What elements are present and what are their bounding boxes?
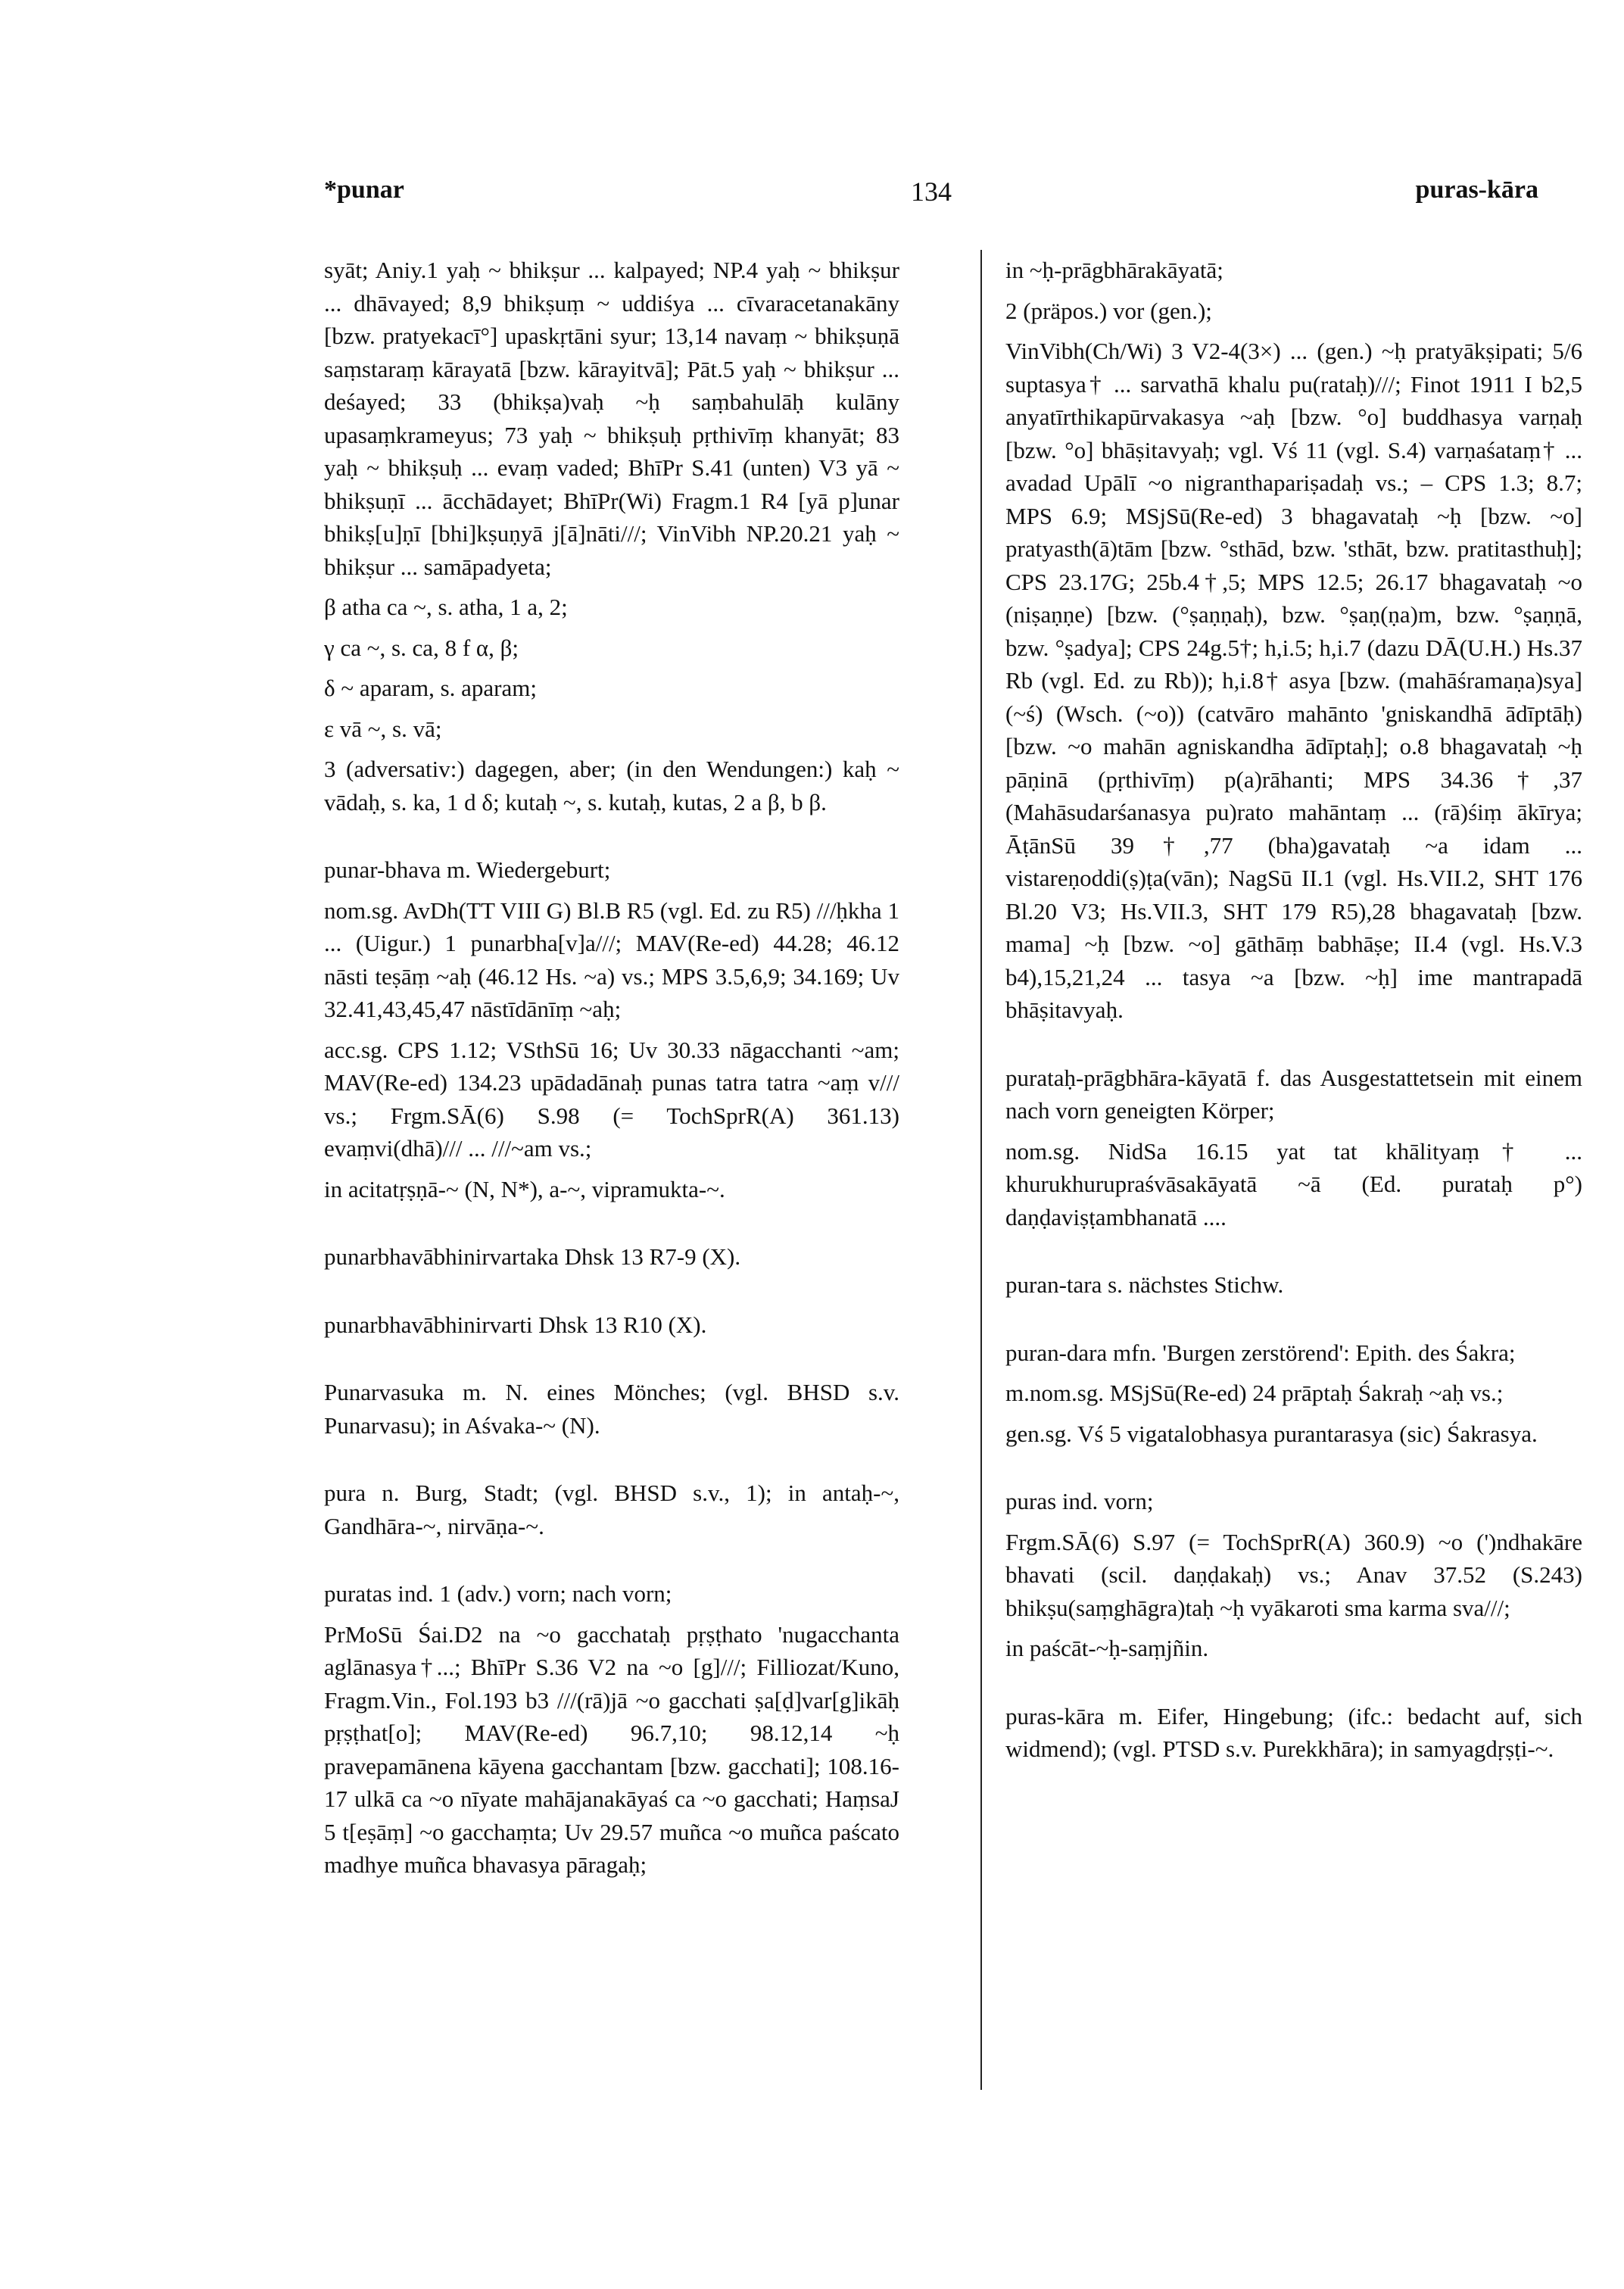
page-number: 134 bbox=[911, 176, 952, 207]
right-column-paragraph: in paścāt-~ḥ-saṃjñin. bbox=[1005, 1635, 1209, 1661]
left-column-paragraph: Punarvasuka m. N. eines Mönches; (vgl. BHSD s.v. Punarvasu); in Aśvaka-~ (N). bbox=[324, 1379, 899, 1439]
left-column-paragraph: pura n. Burg, Stadt; (vgl. BHSD s.v., 1); in antaḥ-~, Gandhāra-~, nirvāṇa-~. bbox=[324, 1480, 899, 1539]
right-column-paragraph: puran-tara s. nächstes Stichw. bbox=[1005, 1271, 1284, 1298]
right-column-paragraph: in ~ḥ-prāgbhārakāyatā; bbox=[1005, 257, 1223, 283]
column-divider bbox=[980, 250, 982, 2090]
right-column-paragraph: Frgm.SĀ(6) S.97 (= TochSprR(A) 360.9) ~o (')ndhakāre bhavati (scil. daṇḍakaḥ) vs.; Anav 37.52 (S.243) bhikṣu(saṃghāgra)taḥ ~ḥ vyākaroti sma karma sva///; bbox=[1005, 1528, 1582, 1621]
left-column-paragraph: δ ~ aparam, s. aparam; bbox=[324, 675, 537, 701]
right-column-paragraph: nom.sg. NidSa 16.15 yat tat khālityaṃ† ... khurukhurupraśvāsakāyatā ~ā (Ed. purataḥ p°) daṇḍaviṣṭambhanatā .... bbox=[1005, 1137, 1582, 1230]
right-column-paragraph: VinVibh(Ch/Wi) 3 V2-4(3×) ... (gen.) ~ḥ pratyākṣipati; 5/6 suptasya† ... sarvathā khalu pu(rataḥ)///; Finot 1911 I b2,5 anyatīrthikapūrvakasya ~aḥ [bzw. °o] buddhasya varṇaḥ [bzw. °o] bhāṣitavyaḥ; vgl. Vś 11 (vgl. S.4) varṇaśataṃ† ... avadad Upālī ~o nigranthapariṣadaḥ vs.; – CPS 1.3; 8.7; MPS 6.9; MSjSū(Re-ed) 3 bhagavataḥ ~ḥ [bzw. ~o] pratyasth(ā)tām [bzw. °sthād, bzw. 'sthāt, bzw. pratitasthuḥ]; CPS 23.17G; 25b.4†,5; MPS 12.5; 26.17 bhagavataḥ ~o (niṣaṇṇe) [bzw. (°ṣaṇṇaḥ), bzw. °ṣaṇ(ṇa)m, bzw. °ṣaṇṇā, bzw. °ṣadya]; CPS 24g.5†; h,i.5; h,i.7 (dazu DĀ(U.H.) Hs.37 Rb (vgl. Ed. zu Rb)); h,i.8† asya [bzw. (mahāśramaṇa)sya] (~ś) (Wsch. (~o)) (catvāro mahānto 'gniskandhā ādīptāḥ) [bzw. ~o mahān agniskandha ādīptaḥ]; o.8 bhagavataḥ ~ḥ pāṇinā (pṛthivīṃ) p(a)rāhanti; MPS 34.36†,37 (Mahāsudarśanasya pu)rato mahāntaṃ ... (rā)śiṃ ākīrya; ĀṭānSū 39†,77 (bha)gavataḥ ~a idam ... vistareṇoddi(ṣ)ṭa(vān); NagSū II.1 (vgl. Hs.VII.2, SHT 176 Bl.20 V3; Hs.VII.3, SHT 179 R5),28 bhagavataḥ [bzw. mama] ~ḥ [bzw. ~o] gāthāṃ babhāṣe; II.4 (vgl. Hs.V.3 b4),15,21,24 ... tasya ~a [bzw. ~ḥ] ime mantrapadā bhāṣitavyaḥ. bbox=[1005, 338, 1582, 1023]
left-column-paragraph: PrMoSū Śai.D2 na ~o gacchataḥ pṛṣṭhato 'nugacchanta aglānasya†...; BhīPr S.36 V2 na ~o [g]///; Filliozat/Kuno, Fragm.Vin., Fol.193 b3 ///(rā)jā ~o gacchati ṣa[ḍ]var[g]ikāḥ pṛṣṭhat[o]; MAV(Re-ed) 96.7,10; 98.12,14 ~ḥ pravepamānena kāyena gacchantam [bzw. gacchati]; 108.16-17 ulkā ca ~o nīyate mahājanakāyaś ca ~o gacchati; HaṃsaJ 5 t[eṣāṃ] ~o gacchaṃta; Uv 29.57 muñca ~o muñca paścato madhye muñca bhavasya pāragaḥ; bbox=[324, 1620, 899, 1878]
left-column-paragraph: nom.sg. AvDh(TT VIII G) Bl.B R5 (vgl. Ed. zu R5) ///ḥkha 1 ... (Uigur.) 1 punarbha[v]a///; MAV(Re-ed) 44.28; 46.12 nāsti teṣāṃ ~aḥ (46.12 Hs. ~a) vs.; MPS 3.5,6,9; 34.169; Uv 32.41,43,45,47 nāstīdānīṃ ~aḥ; bbox=[324, 897, 899, 1022]
right-column-paragraph: puras ind. vorn; bbox=[1005, 1488, 1154, 1514]
right-column bbox=[1005, 254, 1582, 1773]
header-right-headword: puras-kāra bbox=[1415, 176, 1538, 204]
header-left-headword: *punar bbox=[324, 176, 404, 204]
left-column-paragraph: β atha ca ~, s. atha, 1 a, 2; bbox=[324, 594, 568, 620]
left-column-paragraph: punarbhavābhinirvartaka Dhsk 13 R7-9 (X). bbox=[324, 1243, 741, 1270]
left-column-paragraph: acc.sg. CPS 1.12; VSthSū 16; Uv 30.33 nāgacchanti ~am; MAV(Re-ed) 134.23 upādadānaḥ punas tatra tatra ~aṃ v/// vs.; Frgm.SĀ(6) S.98 (= TochSprR(A) 361.13) evaṃvi(dhā)/// ... ///~am vs.; bbox=[324, 1036, 899, 1162]
left-column-paragraph: punar-bhava m. Wiedergeburt; bbox=[324, 856, 611, 883]
running-header bbox=[324, 176, 1538, 221]
left-column-paragraph: γ ca ~, s. ca, 8 f α, β; bbox=[324, 634, 519, 661]
left-column-paragraph: punarbhavābhinirvarti Dhsk 13 R10 (X). bbox=[324, 1311, 707, 1338]
right-column-paragraph: puras-kāra m. Eifer, Hingebung; (ifc.: bedacht auf, sich widmend); (vgl. PTSD s.v. Purekkhāra); in samyagdṛṣṭi-~. bbox=[1005, 1702, 1582, 1762]
right-column-paragraph: 2 (präpos.) vor (gen.); bbox=[1005, 297, 1212, 324]
left-column-paragraph: ε vā ~, s. vā; bbox=[324, 715, 442, 742]
left-column bbox=[324, 254, 899, 1889]
left-column-paragraph: syāt; Aniy.1 yaḥ ~ bhikṣur ... kalpayed; NP.4 yaḥ ~ bhikṣur ... dhāvayed; 8,9 bhikṣuṃ ~ uddiśya ... cīvaracetanakāny [bzw. pratyekacī°] upaskṛtāni syur; 13,14 navaṃ ~ bhikṣuṇā saṃstaraṃ kārayatā [bzw. kārayitvā]; Pāt.5 yaḥ ~ bhikṣur ... deśayed; 33 (bhikṣa)vaḥ ~ḥ saṃbahulāḥ kulāny upasaṃkrameyus; 73 yaḥ ~ bhikṣuḥ pṛthivīṃ khanyāt; 83 yaḥ ~ bhikṣuḥ ... evaṃ vaded; BhīPr S.41 (unten) V3 yā ~ bhikṣuṇī ... ācchādayet; BhīPr(Wi) Fragm.1 R4 [yā p]unar bhikṣ[u]ṇī [bhi]kṣuṇyā j[ā]nāti///; VinVibh NP.20.21 yaḥ ~ bhikṣur ... samāpadyeta; bbox=[324, 257, 899, 580]
right-column-paragraph: puran-dara mfn. 'Burgen zerstörend': Epith. des Śakra; bbox=[1005, 1339, 1516, 1366]
right-column-paragraph: gen.sg. Vś 5 vigatalobhasya purantarasya (sic) Śakrasya. bbox=[1005, 1420, 1538, 1447]
left-column-paragraph: 3 (adversativ:) dagegen, aber; (in den Wendungen:) kaḥ ~ vādaḥ, s. ka, 1 d δ; kutaḥ ~, s. kutaḥ, kutas, 2 a β, b β. bbox=[324, 756, 899, 815]
left-column-paragraph: puratas ind. 1 (adv.) vorn; nach vorn; bbox=[324, 1580, 672, 1607]
right-column-paragraph: m.nom.sg. MSjSū(Re-ed) 24 prāptaḥ Śakraḥ ~aḥ vs.; bbox=[1005, 1380, 1504, 1406]
right-column-paragraph: purataḥ-prāgbhāra-kāyatā f. das Ausgestattetsein mit einem nach vorn geneigten Körper; bbox=[1005, 1064, 1582, 1124]
left-column-paragraph: in acitatṛṣṇā-~ (N, N*), a-~, vipramukta-~. bbox=[324, 1175, 725, 1202]
